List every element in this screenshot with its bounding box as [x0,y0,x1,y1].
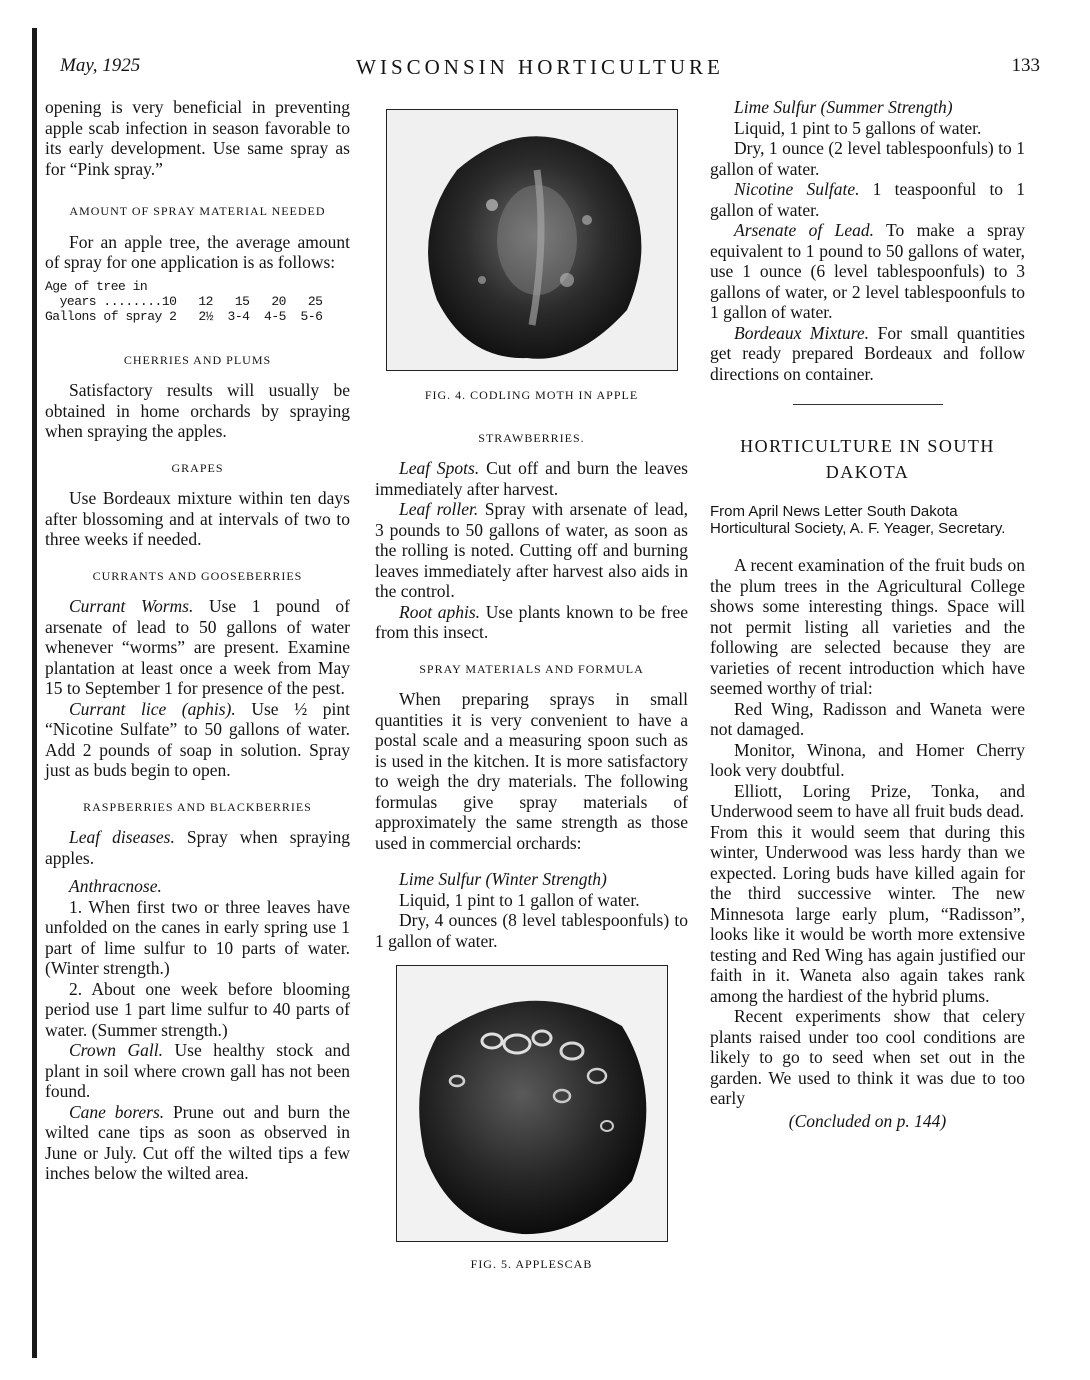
leaf-diseases-text: Spray when spraying apples. [45,827,350,868]
codling-moth-apple-image [387,110,677,370]
summer-liquid: Liquid, 1 pint to 5 gallons of water. [734,117,982,138]
currants-heading: CURRANTS AND GOOSEBERRIES [92,568,303,583]
column-2 [375,97,688,1289]
bordeaux-text: For small quantities get ready prepared Bordeaux and follow directions on container. [710,322,1025,384]
anthracnose-label: Anthracnose. [69,876,162,896]
arsenate-paragraph [710,220,1025,323]
article-source: From April News Letter South Dakota Horticultural Society, A. F. Yeager, Secretary. [710,503,1006,537]
leaf-spots-text: Cut off and burn the leaves immediately after harvest. [375,458,688,499]
article-paragraph: Recent experiments show that celery plants raised under too cool conditions are likely to go to seed when set out in the garden. We used to think it was due to too early [710,1006,1025,1108]
cane-borers-text: Prune out and burn the wilted cane tips as soon as observed in June or July. Cut off the wilted tips a few inches below the wilted area. [45,1101,351,1183]
leaf-spots-label: Leaf Spots. [399,458,480,478]
figure-5-applescab-photo [396,965,668,1242]
spray-amount-table [45,279,350,324]
column-3 [710,97,1025,1131]
leaf-roller-text: Spray with arsenate of lead, 3 pounds to 50 gallons of water, as soon as the rolling is noted. Cutting off and burning leaves immediately after harvest also aids in the control. [375,499,689,601]
nicotine-text: 1 teaspoonful to 1 gallon of water. [710,179,1026,220]
anthracnose-item-2: 2. About one week before blooming period use 1 part lime sulfur to 40 parts of water. (Summer strength.) [45,978,350,1040]
crown-gall-text: Use healthy stock and plant in soil where crown gall has not been found. [45,1040,351,1101]
leaf-diseases-paragraph [45,827,350,868]
nicotine-paragraph [710,179,1025,220]
amount-paragraph: For an apple tree, the average amount of spray for one application is as follows: [45,231,350,272]
currant-lice-text: Use ½ pint “Nicotine Sulfate” to 50 gallons of water. Add 2 pounds of soap in solution. Spray just as buds begin to open. [45,698,350,780]
header-date: May, 1925 [60,55,141,76]
article-paragraph: A recent examination of the fruit buds on the plum trees in the Agricultural College shows some interesting things. Space will not permit listing all varieties and the following are selected because they are varieties of recent introduction which have seemed worthy of trial: [710,555,1025,698]
currant-worms-text: Use 1 pound of arsenate of lead to 50 gallons of water whenever “worms” are present. Examine plantation at least once a week from May 15 to September 1 for presence of the pest. [45,596,351,698]
raspberries-heading: RASPBERRIES AND BLACKBERRIES [83,799,312,814]
nicotine-label: Nicotine Sulfate. [734,179,860,199]
cane-borers-paragraph [45,1102,350,1184]
article-paragraph: Monitor, Winona, and Homer Cherry look very doubtful. [710,739,1025,780]
applescab-image [397,966,667,1241]
bordeaux-label: Bordeaux Mixture. [734,322,870,343]
formula-heading: SPRAY MATERIALS AND FORMULA [419,661,644,676]
currant-worms-paragraph [45,596,350,699]
root-aphis-text: Use plants known to be free from this insect. [375,601,688,642]
page-edge-bar [32,28,37,1358]
section-divider [793,404,943,405]
article-paragraph: From this it would seem that during this winter, Underwood was less hardy than we expected. Loring buds have killed again for the third successive winter. The new Minnesota large early plum, “Radisson”, looks like it would be worth more extensive testing and Red Wing has again justified our faith in it. Waneta also again takes rank among the hardiest of the hybrid plums. [710,821,1025,1006]
cane-borers-label: Cane borers. [69,1101,165,1122]
article-paragraph: Elliott, Loring Prize, Tonka, and Underwood seem to have all fruit buds dead. [710,780,1025,821]
winter-liquid: Liquid, 1 pint to 1 gallon of water. [399,889,640,910]
grapes-heading: GRAPES [171,460,224,475]
article-title: HORTICULTURE IN SOUTH DAKOTA [740,436,995,482]
winter-strength-heading: Lime Sulfur (Winter Strength) [399,869,607,889]
intro-paragraph: opening is very beneficial in preventing apple scab infection in season favorable to its early development. Use same spray as for “Pink spray.” [45,97,350,179]
anthracnose-item-1: 1. When first two or three leaves have unfolded on the canes in early spring use 1 part of lime sulfur to 10 parts of water. (Winter strength.) [45,896,350,978]
table-row: Age of tree in [45,278,148,294]
grapes-paragraph: Use Bordeaux mixture within ten days after blossoming and at intervals of two to three weeks if needed. [45,488,350,549]
amount-heading: AMOUNT OF SPRAY MATERIAL NEEDED [69,204,326,218]
leaf-roller-label: Leaf roller. [399,499,479,519]
page-number: 133 [1011,55,1040,76]
figure-4-codling-moth-photo [386,109,678,371]
running-header [40,55,1040,85]
bordeaux-paragraph [710,323,1025,385]
figure-5-caption: FIG. 5. APPLESCAB [470,1257,593,1271]
currant-lice-label: Currant lice (aphis). [69,698,236,719]
summer-strength-heading: Lime Sulfur (Summer Strength) [734,97,953,117]
cherries-paragraph: Satisfactory results will usually be obtained in home orchards by spraying when spraying the apples. [45,380,350,441]
article-paragraph: Red Wing, Radisson and Waneta were not damaged. [710,698,1025,739]
figure-4-caption: FIG. 4. CODLING MOTH IN APPLE [424,388,639,402]
leaf-diseases-label: Leaf diseases. [69,827,175,847]
leaf-spots-paragraph [375,458,688,499]
root-aphis-label: Root aphis. [399,601,481,622]
crown-gall-label: Crown Gall. [69,1040,164,1060]
formula-paragraph: When preparing sprays in small quantities it is very convenient to have a postal scale and a measuring spoon such as is used in the kitchen. It is more satisfactory to weigh the dry materials. The following formulas give spray materials of approximately the same strength as those used in commercial orchards: [375,689,688,853]
currant-lice-paragraph [45,699,350,781]
strawberries-heading: STRAWBERRIES. [478,430,585,445]
summer-dry: Dry, 1 ounce (2 level tablespoonfuls) to 1 gallon of water. [710,138,1025,179]
table-row: years ........10 12 15 20 25 [45,293,323,309]
header-title: WISCONSIN HORTICULTURE [356,55,724,79]
arsenate-text: To make a spray equivalent to 1 pound to 50 gallons of water, use 1 ounce (6 level tablespoonfuls) to 3 gallons of water, or 2 level tablespoonfuls to 1 gallon of water. [710,220,1025,322]
leaf-roller-paragraph [375,499,688,602]
column-1 [45,97,350,1184]
crown-gall-paragraph [45,1040,350,1102]
cherries-heading: CHERRIES AND PLUMS [123,352,272,367]
arsenate-label: Arsenate of Lead. [734,220,874,240]
currant-worms-label: Currant Worms. [69,596,194,616]
winter-dry: Dry, 4 ounces (8 level tablespoonfuls) to 1 gallon of water. [375,910,688,951]
table-row: Gallons of spray 2 2½ 3-4 4-5 5-6 [45,308,323,324]
continued-note: (Concluded on p. 144) [788,1110,947,1131]
root-aphis-paragraph [375,602,688,643]
